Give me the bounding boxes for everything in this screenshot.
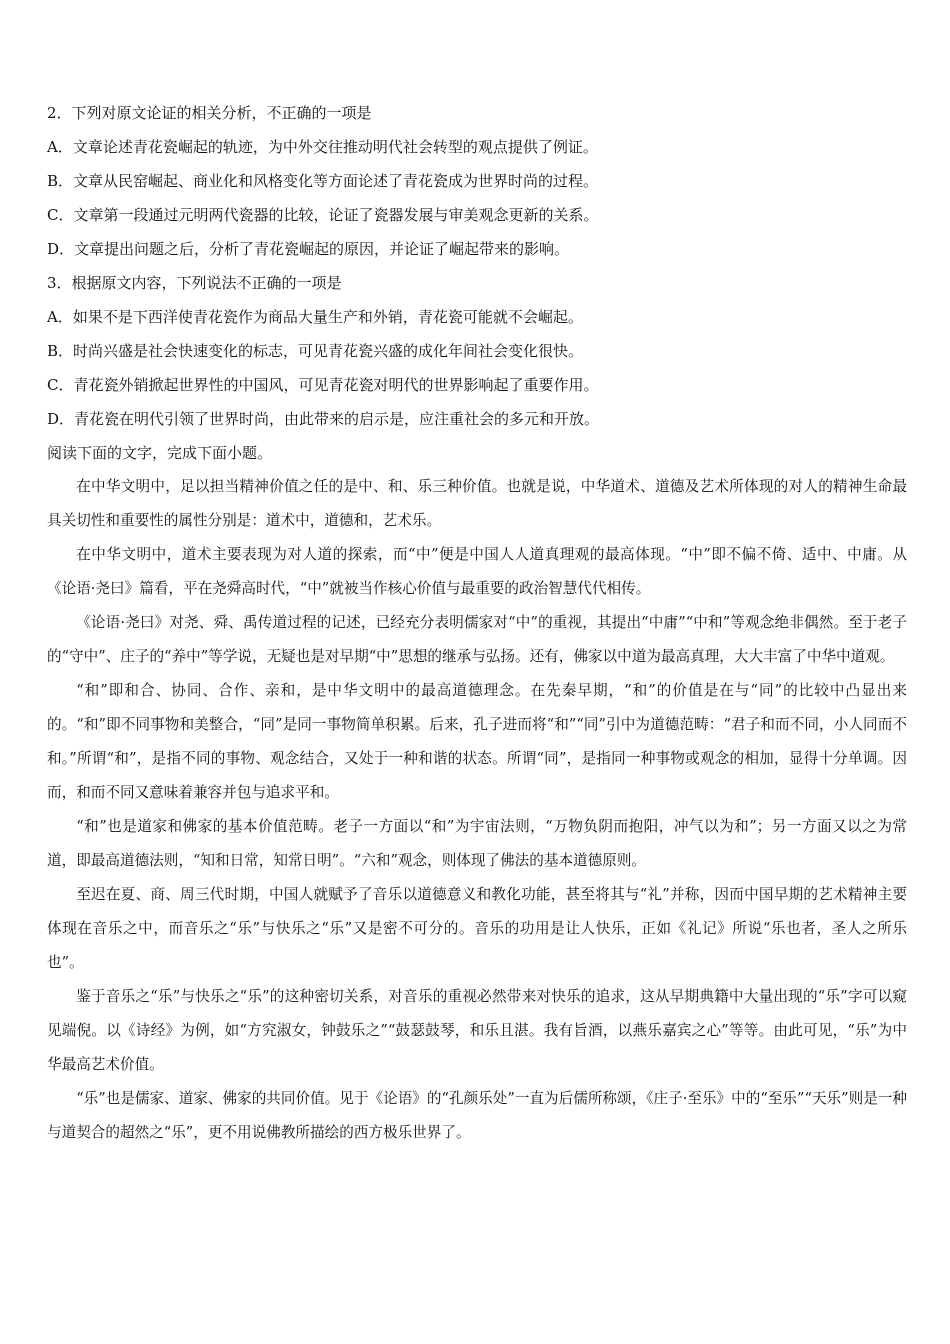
- passage-paragraph: 在中华文明中，道术主要表现为对人道的探索，而“中”便是中国人人道真理观的最高体现。“中”即不偏不倚、适中、中庸。从《论语·尧曰》篇看，平在尧舜高时代，“中”就被当作核心价值与最重要的政治智慧代代相传。: [47, 546, 907, 597]
- option-c: C．青花瓷外销掀起世界性的中国风，可见青花瓷对明代的世界影响起了重要作用。: [47, 376, 599, 394]
- question-stem: 3．根据原文内容，下列说法不正确的一项是: [47, 274, 342, 292]
- reading-passage: [47, 470, 907, 1150]
- passage-paragraph: 鉴于音乐之“乐”与快乐之“乐”的这种密切关系，对音乐的重视必然带来对快乐的追求，这从早期典籍中大量出现的“乐”字可以窥见端倪。以《诗经》为例，如“方究淑女，钟鼓乐之”“鼓瑟鼓琴，和乐且湛。我有旨酒，以燕乐嘉宾之心”等等。由此可见，“乐”为中华最高艺术价值。: [47, 988, 907, 1073]
- option-b: B．时尚兴盛是社会快速变化的标志，可见青花瓷兴盛的成化年间社会变化很快。: [47, 342, 584, 360]
- option-b: B．文章从民窑崛起、商业化和风格变化等方面论述了青花瓷成为世界时尚的过程。: [47, 172, 599, 190]
- question-2: [47, 96, 907, 266]
- option-c: C．文章第一段通过元明两代瓷器的比较，论证了瓷器发展与审美观念更新的关系。: [47, 206, 599, 224]
- passage-paragraph: 在中华文明中，足以担当精神价值之任的是中、和、乐三种价值。也就是说，中华道术、道德及艺术所体现的对人的精神生命最具关切性和重要性的属性分别是：道术中，道德和，艺术乐。: [47, 478, 907, 529]
- reading-instruction: 阅读下面的文字，完成下面小题。: [47, 444, 273, 462]
- passage-paragraph: 《论语·尧曰》对尧、舜、禹传道过程的记述，已经充分表明儒家对“中”的重视，其提出“中庸”“中和”等观念绝非偶然。至于老子的“守中”、庄子的“养中”等学说，无疑也是对早期“中”思想的继承与弘扬。还有，佛家以中道为最高真理，大大丰富了中华中道观。: [47, 614, 907, 665]
- option-d: D．文章提出问题之后，分析了青花瓷崛起的原因，并论证了崛起带来的影响。: [47, 240, 570, 258]
- passage-paragraph: “和”即和合、协同、合作、亲和，是中华文明中的最高道德理念。在先秦早期，“和”的价值是在与“同”的比较中凸显出来的。“和”即不同事物和美整合，“同”是同一事物简单积累。后来，孔子进而将“和”“同”引中为道德范畴：“君子和而不同，小人同而不和。”所谓“和”，是指不同的事物、观念结合，又处于一种和谐的状态。所谓“同”，是指同一种事物或观念的相加，显得十分单调。因而，和而不同又意味着兼容并包与追求平和。: [47, 682, 907, 801]
- passage-paragraph: “和”也是道家和佛家的基本价值范畴。老子一方面以“和”为宇宙法则，“万物负阴而抱阳，冲气以为和”；另一方面又以之为常道，即最高道德法则，“知和日常，知常日明”。“六和”观念，则体现了佛法的基本道德原则。: [47, 818, 907, 869]
- passage-paragraph: “乐”也是儒家、道家、佛家的共同价值。见于《论语》的“孔颜乐处”一直为后儒所称颂，《庄子·至乐》中的“至乐”“天乐”则是一种与道契合的超然之“乐”，更不用说佛教所描绘的西方极乐世界了。: [47, 1090, 907, 1141]
- option-a: A．如果不是下西洋使青花瓷作为商品大量生产和外销，青花瓷可能就不会崛起。: [47, 308, 583, 326]
- question-3: [47, 266, 907, 436]
- question-stem: 2．下列对原文论证的相关分析，不正确的一项是: [47, 104, 372, 122]
- passage-paragraph: 至迟在夏、商、周三代时期，中国人就赋予了音乐以道德意义和教化功能，甚至将其与“礼”并称，因而中国早期的艺术精神主要体现在音乐之中，而音乐之“乐”与快乐之“乐”又是密不可分的。音乐的功用是让人快乐，正如《礼记》所说“乐也者，圣人之所乐也”。: [47, 886, 907, 971]
- option-d: D．青花瓷在明代引领了世界时尚，由此带来的启示是，应注重社会的多元和开放。: [47, 410, 600, 428]
- option-a: A．文章论述青花瓷崛起的轨迹，为中外交往推动明代社会转型的观点提供了例证。: [47, 138, 598, 156]
- exam-page: [47, 96, 907, 1150]
